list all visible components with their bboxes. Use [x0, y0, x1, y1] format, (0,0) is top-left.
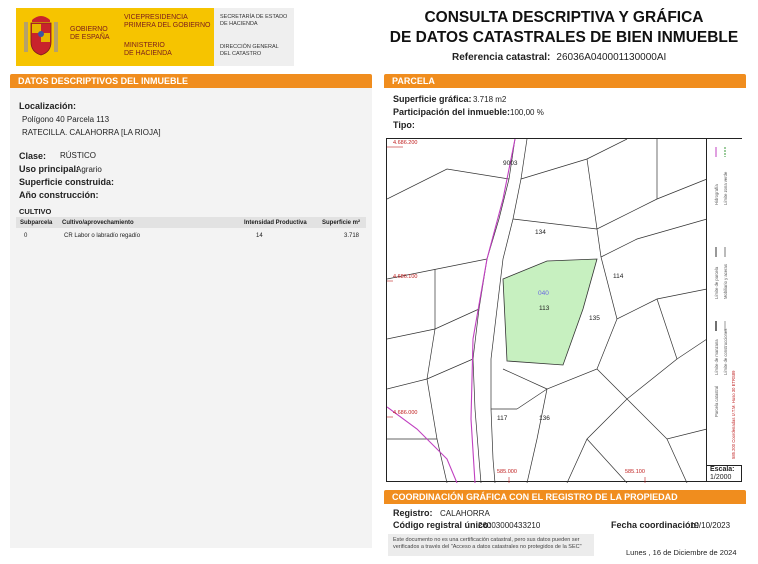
highlighted-parcel	[503, 259, 597, 365]
direccion-label: DIRECCIÓN GENERAL DEL CATASTRO	[220, 44, 279, 57]
vicepresidencia-label: VICEPRESIDENCIA PRIMERA DEL GOBIERNO	[124, 14, 211, 29]
cell-superficie: 3.718	[344, 233, 360, 239]
cell-cultivo: CR Labor o labradío regadío	[64, 233, 141, 239]
participacion-label: Participación del inmueble:	[393, 107, 511, 117]
codigo-registral-value: 26003000433210	[478, 521, 541, 530]
col-cultivo: Cultivo/aprovechamiento	[62, 220, 134, 226]
col-superficie: Superficie m²	[322, 220, 361, 226]
localizacion-label: Localización:	[19, 101, 77, 111]
scale-box	[706, 465, 741, 481]
legend-limite-manzana: Límite de manzana	[714, 339, 719, 375]
parcel-label-9003: 9003	[503, 160, 518, 167]
cadastral-map	[386, 138, 742, 482]
col-subparcela: Subparcela	[20, 220, 53, 226]
coordinacion-header: COORDINACIÓN GRÁFICA CON EL REGISTRO DE LA PROPIEDAD	[384, 490, 746, 504]
referencia-catastral: Referencia catastral: 26036A040001130000AI	[452, 52, 667, 63]
registro-label: Registro:	[393, 508, 433, 518]
map-legend	[706, 139, 742, 465]
parcel-label-134: 134	[535, 229, 546, 236]
codigo-registral-label: Código registral único:	[393, 520, 492, 530]
issue-date: Lunes , 16 de Diciembre de 2024	[626, 548, 737, 557]
table-row	[16, 229, 366, 241]
disclaimer-note: Este documento no es una certificación catastral, pero sus datos pueden ser verificados a través del "Acceso a datos catastrales no protegidos de la SEC"	[388, 534, 594, 556]
scale-label: Escala:	[710, 466, 735, 473]
localizacion-line2: RATECILLA. CALAHORRA [LA RIOJA]	[22, 128, 161, 137]
legend-limite-parcela: Límite de parcela	[714, 266, 719, 299]
anio-construccion-label: Año construcción:	[19, 190, 99, 200]
legend-hidrografia: Hidrografía	[714, 184, 719, 205]
ministerio-label: MINISTERIO DE HACIENDA	[124, 42, 172, 57]
spain-coat-of-arms-icon	[22, 12, 60, 58]
registro-value: CALAHORRA	[440, 509, 490, 518]
cell-intensidad: 14	[256, 233, 263, 239]
secretaria-label: SECRETARÍA DE ESTADO DE HACIENDA	[220, 14, 288, 27]
clase-value: RÚSTICO	[60, 151, 96, 160]
coord-y-top: 4.686.200	[393, 140, 418, 146]
descriptivos-header: DATOS DESCRIPTIVOS DEL INMUEBLE	[10, 74, 372, 88]
document-title: CONSULTA DESCRIPTIVA Y GRÁFICA DE DATOS CATASTRALES DE BIEN INMUEBLE	[389, 9, 739, 46]
superficie-grafica-label: Superficie gráfica:	[393, 94, 472, 104]
uso-value: Agrario	[76, 165, 102, 174]
localizacion-line1: Polígono 40 Parcela 113	[22, 115, 110, 124]
cell-subparcela: 0	[24, 233, 28, 239]
superficie-construida-label: Superficie construida:	[19, 177, 115, 187]
parcel-number-113: 113	[539, 305, 550, 312]
fecha-coordinacion-value: 19/10/2023	[690, 521, 731, 530]
parcel-label-136: 136	[539, 415, 550, 422]
fecha-coordinacion-label: Fecha coordinación:	[611, 520, 700, 530]
cultivo-title: CULTIVO	[19, 207, 52, 216]
legend-mobiliario: Mobiliario y aceras	[723, 264, 728, 299]
parcela-header: PARCELA	[384, 74, 746, 88]
coord-x1: 585.000	[497, 469, 517, 475]
legend-zona-verde: Límite zona verde	[723, 171, 728, 205]
legend-coords: 585.200 Coordenadas U.T.M. Huso 30 ETRS89	[731, 370, 736, 459]
legend-limite-construcciones: Límite de construcciones	[723, 328, 728, 375]
parcel-label-117: 117	[497, 415, 508, 422]
superficie-grafica-value: 3.718 m2	[473, 95, 507, 104]
coord-y-low: 4.686.000	[393, 410, 418, 416]
uso-label: Uso principal:	[19, 164, 80, 174]
legend-parcela-catastral: Parcela catastral	[714, 385, 719, 417]
scale-value: 1/2000	[710, 474, 732, 481]
parcel-label-114: 114	[613, 273, 624, 280]
gobierno-label: GOBIERNO DE ESPAÑA	[70, 26, 110, 41]
parcel-label-135: 135	[589, 315, 600, 322]
tipo-label: Tipo:	[393, 120, 415, 130]
col-intensidad: Intensidad Productiva	[244, 220, 307, 226]
parcel-map-drawing	[387, 139, 743, 483]
referencia-value: 26036A040001130000AI	[556, 52, 667, 63]
clase-label: Clase:	[19, 151, 47, 161]
participacion-value: 100,00 %	[510, 108, 544, 117]
coord-x2: 585.100	[625, 469, 645, 475]
coord-y-mid: 4.686.100	[393, 274, 418, 280]
parcel-code-040: 040	[538, 290, 549, 297]
